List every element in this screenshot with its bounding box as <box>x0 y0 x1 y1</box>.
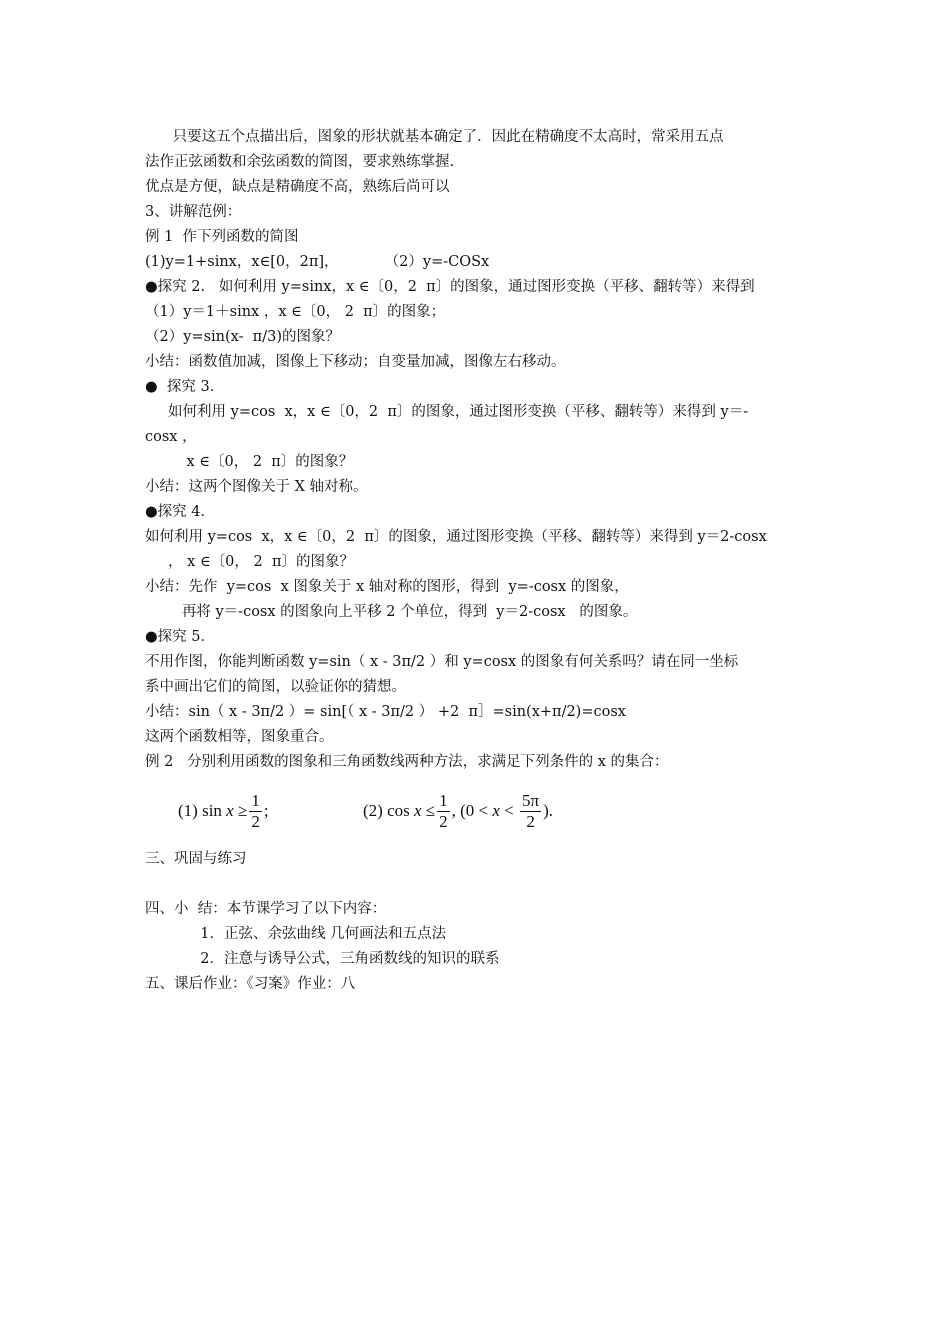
formula-variable: x <box>492 801 500 820</box>
example-item: (1)y=1+sinx，x∈[0，2π]， （2）y=-COSx <box>145 254 490 270</box>
list-item: 2．注意与诱导公式，三角函数线的知识的联系 <box>145 951 500 967</box>
example-heading: 例 2 分别利用函数的图象和三角函数线两种方法，求满足下列条件的 x 的集合： <box>145 754 669 770</box>
paragraph-line: 如何利用 y=cos x，x ∈〔0，2 π〕的图象，通过图形变换（平移、翻转等）来得到 y＝2-cosx <box>145 529 767 545</box>
formula-operator: ≤ <box>421 801 436 820</box>
formula-operator: ≥ <box>233 801 248 820</box>
summary-line: 小结：sin（ x - 3π/2 ）= sin[（ x - 3π/2 ） +2 π］=sin(x+π/2)=cosx <box>145 704 626 720</box>
summary-line: 再将 y＝-cosx 的图象向上平移 2 个单位，得到 y＝2-cosx 的图象。 <box>145 604 638 620</box>
formula-part-1 <box>178 783 269 839</box>
formula-variable: x <box>413 801 422 820</box>
explore-heading: ●探究 4． <box>145 504 215 520</box>
section-heading: 四、小 结：本节课学习了以下内容： <box>145 901 387 917</box>
fraction-numerator: 1 <box>251 790 260 810</box>
formula-part-2 <box>363 783 553 839</box>
section-heading: 3、讲解范例： <box>145 204 242 220</box>
paragraph-line: 法作正弦函数和余弦函数的简图，要求熟练掌握. <box>145 154 455 170</box>
paragraph-line: ， x ∈〔0， 2 π〕的图象？ <box>145 554 354 570</box>
summary-line: 小结：先作 y=cos x 图象关于 x 轴对称的图形，得到 y=-cosx 的图象， <box>145 579 629 595</box>
paragraph-line: x ∈〔0， 2 π〕的图象？ <box>145 454 354 470</box>
paragraph-line: 如何利用 y=cos x，x ∈〔0，2 π〕的图象，通过图形变换（平移、翻转等）来得到 y＝- <box>145 404 749 420</box>
fraction <box>249 791 262 832</box>
section-heading: 三、巩固与练习 <box>145 851 247 867</box>
formula-text: ; <box>263 801 269 820</box>
explore-heading: ●探究 5． <box>145 629 215 645</box>
paragraph-line: cosx ， <box>145 429 197 445</box>
formula-text: < <box>499 801 519 820</box>
fraction-denominator: 2 <box>439 811 448 831</box>
paragraph-line: （1）y＝1＋sinx ，x ∈〔0， 2 π〕的图象； <box>145 304 446 320</box>
section-heading: 五、课后作业：《习案》作业：八 <box>145 976 356 992</box>
fraction-numerator: 1 <box>439 790 448 810</box>
formula-text: , (0 < <box>451 801 493 820</box>
paragraph-line: 这两个函数相等，图象重合。 <box>145 729 334 745</box>
math-formula <box>178 783 818 839</box>
paragraph-line: 系中画出它们的简图，以验证你的猜想。 <box>145 679 406 695</box>
explore-heading: ● 探究 3． <box>145 379 225 395</box>
paragraph-line: 只要这五个点描出后，图象的形状就基本确定了．因此在精确度不太高时，常采用五点 <box>145 129 724 145</box>
example-heading: 例 1 作下列函数的简图 <box>145 229 299 245</box>
fraction-denominator: 2 <box>251 811 260 831</box>
fraction <box>437 791 450 832</box>
explore-heading: ●探究 2. 如何利用 y=sinx，x ∈〔0，2 π〕的图象，通过图形变换（平移、翻转等）来得到 <box>145 279 755 295</box>
formula-text: (1) sin <box>178 801 227 820</box>
formula-text: ). <box>543 801 554 820</box>
paragraph-line: 不用作图，你能判断函数 y=sin（ x - 3π/2 ）和 y=cosx 的图象有何关系吗？请在同一坐标 <box>145 654 739 670</box>
paragraph-line: 优点是方便，缺点是精确度不高，熟练后尚可以 <box>145 179 450 195</box>
summary-line: 小结：函数值加减，图像上下移动；自变量加减，图像左右移动。 <box>145 354 566 370</box>
paragraph-line: （2）y=sin(x- π/3)的图象？ <box>145 329 340 345</box>
fraction-denominator: 2 <box>526 811 535 831</box>
fraction-numerator: 5π <box>522 790 540 810</box>
fraction <box>520 791 541 832</box>
formula-variable: x <box>226 801 234 820</box>
formula-text: (2) cos <box>363 801 414 820</box>
list-item: 1．正弦、余弦曲线 几何画法和五点法 <box>145 926 447 942</box>
summary-line: 小结：这两个图像关于 X 轴对称。 <box>145 479 368 495</box>
